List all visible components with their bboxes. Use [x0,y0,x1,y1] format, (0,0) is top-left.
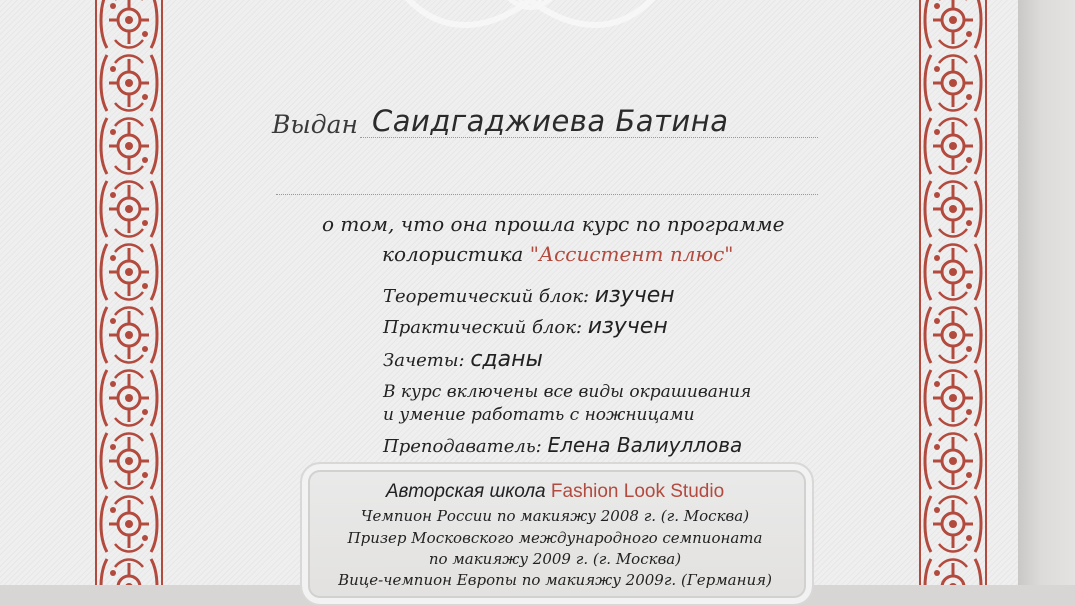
ornament-motif [925,118,981,174]
theory-row [383,283,675,308]
course-prefix: колористика [382,242,524,266]
right-ornament-border [918,0,988,585]
program-name: "Ассистент плюс" [529,242,734,266]
course-line-1: о том, что она прошла курс по программе [322,212,785,236]
issued-label: Выдан [272,110,358,139]
embossed-crest [380,0,680,40]
teacher-value: Елена Валиуллова [547,433,743,457]
ornament-motif [925,559,981,585]
ornament-motif [101,559,157,585]
blank-dotted-line [276,194,818,195]
teacher-row [383,433,742,457]
credits-label: Зачеты: [383,350,465,371]
ornament-motif [925,370,981,426]
award-2: Призер Московского международного семпионата [347,529,763,547]
school-prefix: Авторская школа [385,481,546,502]
ornament-motif [101,244,157,300]
practice-label: Практический блок: [383,317,583,338]
school-line [300,481,810,503]
ornament-motif [925,0,981,48]
theory-label: Теоретический блок: [383,286,590,307]
ornament-motif [925,181,981,237]
ornament-motif [925,55,981,111]
name-dotted-line [360,137,818,138]
ornament-motif [101,118,157,174]
theory-value: изучен [594,283,675,308]
ornament-motif [925,433,981,489]
ornament-motif [101,496,157,552]
included-line-1: В курс включены все виды окрашивания [383,382,752,402]
practice-row [383,314,668,339]
ornament-motif [101,0,157,48]
ornament-motif [925,244,981,300]
award-3: по макияжу 2009 г. (г. Москва) [428,550,682,568]
credits-value: сданы [470,347,543,372]
ornament-motif [925,496,981,552]
award-1: Чемпион России по макияжу 2008 г. (г. Москва) [360,507,750,525]
ornament-motif [925,307,981,363]
school-name: Fashion Look Studio [550,481,725,502]
ornament-motif [101,433,157,489]
ornament-motif [101,307,157,363]
included-line-2: и умение работать с ножницами [383,405,695,425]
credits-row [383,347,543,372]
course-line-2 [382,242,733,266]
page-edge-shadow [1018,0,1075,585]
ornament-motif [101,181,157,237]
ornament-motif [101,55,157,111]
teacher-label: Преподаватель: [383,436,542,457]
award-4: Вице-чемпион Европы по макияжу 2009г. (Германия) [338,571,772,589]
recipient-name: Саидгаджиева Батина [372,104,729,138]
practice-value: изучен [587,314,668,339]
left-ornament-border [94,0,164,585]
ornament-motif [101,370,157,426]
